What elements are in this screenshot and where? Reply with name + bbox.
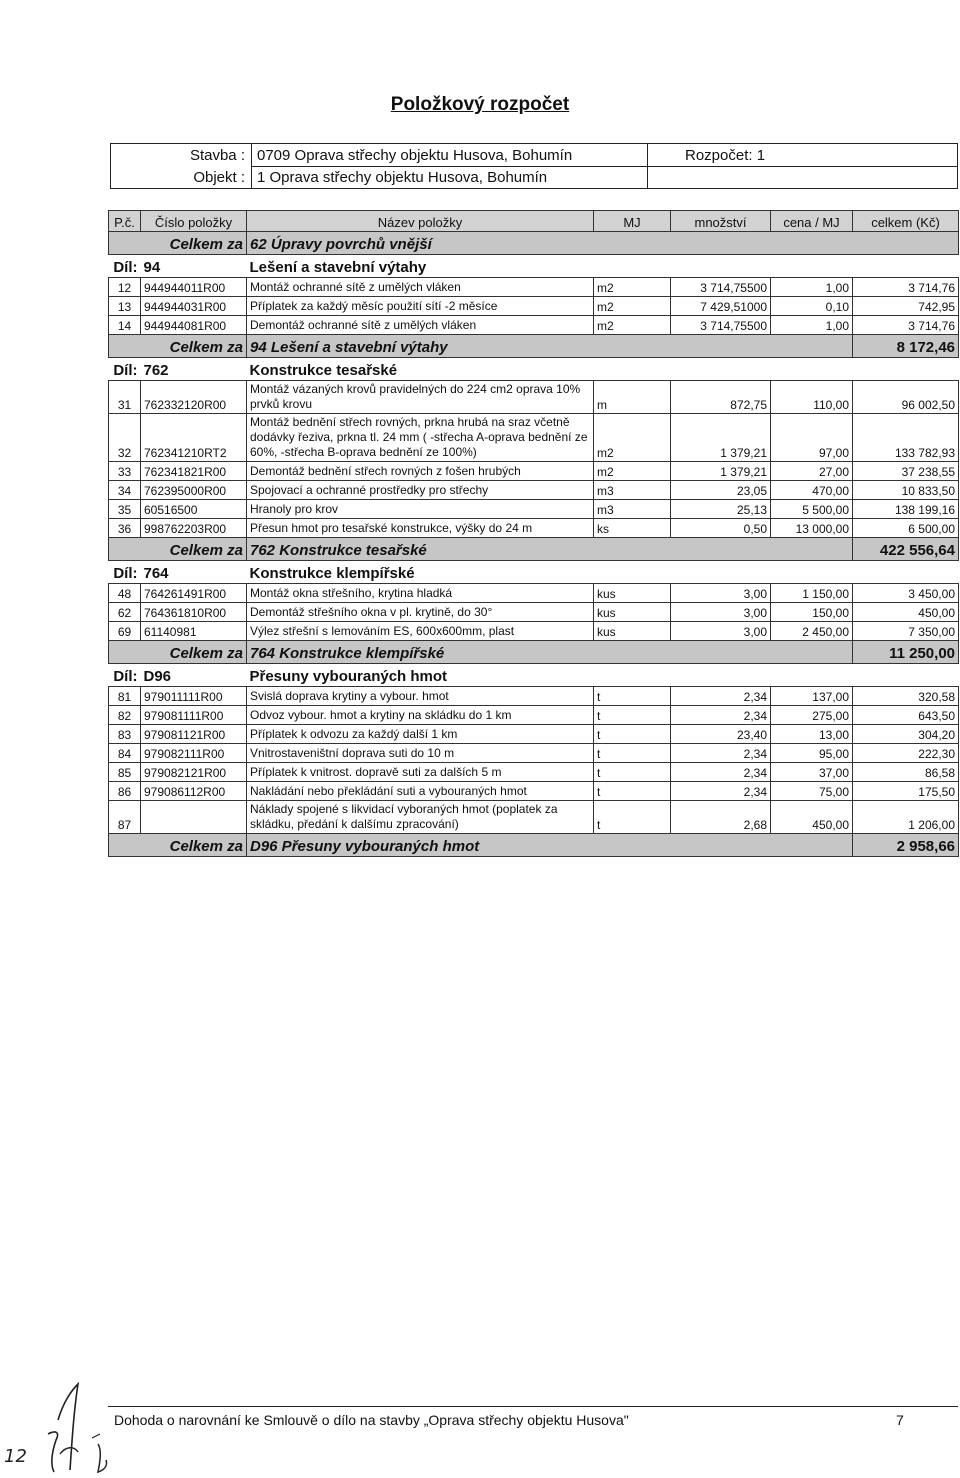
objekt-label: Objekt : (193, 169, 245, 186)
item-name: Demontáž střešního okna v pl. krytině, do 30° (247, 603, 594, 622)
item-name: Výlez střešní s lemováním ES, 600x600mm, plast (247, 622, 594, 641)
section-code: D96 (141, 664, 247, 687)
item-name: Montáž bednění střech rovných, prkna hrubá na sraz včetně dodávky řeziva, prkna tl. 24 mm ( -střecha A-oprava bednění ze 60%, -střecha B-oprava bednění ze 100%) (247, 414, 594, 462)
handwritten-signature (0, 1380, 140, 1478)
item-unit-price: 27,00 (771, 462, 853, 481)
item-name: Montáž okna střešního, krytina hladká (247, 584, 594, 603)
item-quantity: 2,34 (671, 782, 771, 801)
summary-total: 11 250,00 (853, 641, 959, 664)
item-total: 138 199,16 (853, 500, 959, 519)
item-unit: m2 (594, 297, 671, 316)
item-unit-price: 470,00 (771, 481, 853, 500)
section-code: 762 (141, 358, 247, 381)
stavba-label: Stavba : (189, 147, 245, 164)
stavba-value: 0709 Oprava střechy objektu Husova, Bohumín (257, 147, 573, 164)
table-row (109, 801, 959, 834)
summary-name: 764 Konstrukce klempířské (247, 641, 853, 664)
summary-name: 62 Úpravy povrchů vnější (247, 232, 959, 255)
table-row (109, 706, 959, 725)
item-total: 1 206,00 (853, 801, 959, 834)
item-unit: t (594, 782, 671, 801)
table-row (109, 744, 959, 763)
item-quantity: 2,34 (671, 763, 771, 782)
page-number: 7 (896, 1412, 904, 1428)
item-number: 84 (109, 744, 141, 763)
footer-divider (108, 1406, 958, 1407)
section-header-row (109, 664, 959, 687)
item-code: 764361810R00 (141, 603, 247, 622)
item-unit: t (594, 687, 671, 706)
rozpocet-label: Rozpočet: 1 (685, 147, 766, 164)
item-code: 979081121R00 (141, 725, 247, 744)
table-row (109, 782, 959, 801)
table-row (109, 725, 959, 744)
item-number: 82 (109, 706, 141, 725)
item-total: 450,00 (853, 603, 959, 622)
item-unit-price: 37,00 (771, 763, 853, 782)
section-header-row (109, 358, 959, 381)
item-name: Náklady spojené s likvidací vyboraných hmot (poplatek za skládku, předání k dalšímu zpracování) (247, 801, 594, 834)
table-row (109, 603, 959, 622)
item-number: 85 (109, 763, 141, 782)
section-name: Konstrukce tesařské (247, 358, 959, 381)
section-dil-label: Díl: (109, 561, 141, 584)
item-number: 31 (109, 381, 141, 414)
item-unit-price: 2 450,00 (771, 622, 853, 641)
item-code: 762395000R00 (141, 481, 247, 500)
item-quantity: 3,00 (671, 622, 771, 641)
item-total: 3 714,76 (853, 278, 959, 297)
section-dil-label: Díl: (109, 255, 141, 278)
item-quantity: 2,34 (671, 706, 771, 725)
item-quantity: 3 714,75500 (671, 278, 771, 297)
item-total: 175,50 (853, 782, 959, 801)
section-name: Konstrukce klempířské (247, 561, 959, 584)
item-name: Příplatek k vnitrost. dopravě suti za dalších 5 m (247, 763, 594, 782)
item-total: 643,50 (853, 706, 959, 725)
item-quantity: 2,68 (671, 801, 771, 834)
item-number: 14 (109, 316, 141, 335)
col-header-total: celkem (Kč) (853, 211, 959, 232)
item-number: 83 (109, 725, 141, 744)
item-total: 133 782,93 (853, 414, 959, 462)
table-header-row (109, 211, 959, 232)
item-code: 979086112R00 (141, 782, 247, 801)
item-unit: m2 (594, 316, 671, 335)
item-unit: kus (594, 584, 671, 603)
summary-total: 422 556,64 (853, 538, 959, 561)
summary-total: 2 958,66 (853, 834, 959, 857)
item-code: 764261491R00 (141, 584, 247, 603)
summary-row (109, 232, 959, 255)
item-code: 944944081R00 (141, 316, 247, 335)
item-code: 944944031R00 (141, 297, 247, 316)
summary-name: D96 Přesuny vybouraných hmot (247, 834, 853, 857)
item-quantity: 2,34 (671, 744, 771, 763)
item-unit: t (594, 763, 671, 782)
summary-row (109, 641, 959, 664)
item-unit-price: 110,00 (771, 381, 853, 414)
item-code: 61140981 (141, 622, 247, 641)
item-number: 35 (109, 500, 141, 519)
summary-name: 762 Konstrukce tesařské (247, 538, 853, 561)
item-unit-price: 5 500,00 (771, 500, 853, 519)
summary-label: Celkem za (109, 641, 247, 664)
section-name: Přesuny vybouraných hmot (247, 664, 959, 687)
item-unit: m3 (594, 500, 671, 519)
table-row (109, 297, 959, 316)
summary-label: Celkem za (109, 834, 247, 857)
item-unit-price: 0,10 (771, 297, 853, 316)
item-number: 32 (109, 414, 141, 462)
item-number: 62 (109, 603, 141, 622)
item-unit: t (594, 801, 671, 834)
item-quantity: 1 379,21 (671, 462, 771, 481)
item-unit-price: 1,00 (771, 316, 853, 335)
item-unit-price: 13 000,00 (771, 519, 853, 538)
item-total: 96 002,50 (853, 381, 959, 414)
item-code: 979082111R00 (141, 744, 247, 763)
table-row (109, 278, 959, 297)
summary-row (109, 335, 959, 358)
item-name: Vnitrostaveništní doprava suti do 10 m (247, 744, 594, 763)
item-code: 762341210RT2 (141, 414, 247, 462)
item-code: 979011111R00 (141, 687, 247, 706)
item-quantity: 2,34 (671, 687, 771, 706)
section-header-row (109, 255, 959, 278)
item-unit: t (594, 744, 671, 763)
item-number: 36 (109, 519, 141, 538)
item-unit-price: 137,00 (771, 687, 853, 706)
item-unit: m2 (594, 462, 671, 481)
item-code: 998762203R00 (141, 519, 247, 538)
budget-table (108, 210, 959, 857)
col-header-code: Číslo položky (141, 211, 247, 232)
item-code: 762341821R00 (141, 462, 247, 481)
item-quantity: 3,00 (671, 584, 771, 603)
col-header-qty: množství (671, 211, 771, 232)
table-row (109, 687, 959, 706)
item-quantity: 872,75 (671, 381, 771, 414)
item-number: 48 (109, 584, 141, 603)
item-unit: ks (594, 519, 671, 538)
summary-row (109, 538, 959, 561)
item-total: 10 833,50 (853, 481, 959, 500)
item-unit: t (594, 706, 671, 725)
table-row (109, 481, 959, 500)
item-quantity: 23,40 (671, 725, 771, 744)
item-name: Nakládání nebo překládání suti a vybouraných hmot (247, 782, 594, 801)
item-total: 6 500,00 (853, 519, 959, 538)
item-number: 86 (109, 782, 141, 801)
item-unit: t (594, 725, 671, 744)
table-row (109, 414, 959, 462)
item-name: Montáž vázaných krovů pravidelných do 224 cm2 oprava 10% prvků krovu (247, 381, 594, 414)
item-unit-price: 13,00 (771, 725, 853, 744)
summary-total: 8 172,46 (853, 335, 959, 358)
item-quantity: 7 429,51000 (671, 297, 771, 316)
item-unit: m3 (594, 481, 671, 500)
project-header (110, 143, 958, 189)
footer-text: Dohoda o narovnání ke Smlouvě o dílo na stavby „Oprava střechy objektu Husova" (114, 1412, 629, 1428)
item-unit-price: 150,00 (771, 603, 853, 622)
item-unit-price: 1 150,00 (771, 584, 853, 603)
table-row (109, 519, 959, 538)
item-name: Svislá doprava krytiny a vybour. hmot (247, 687, 594, 706)
item-unit-price: 275,00 (771, 706, 853, 725)
item-name: Spojovací a ochranné prostředky pro střechy (247, 481, 594, 500)
item-number: 69 (109, 622, 141, 641)
section-dil-label: Díl: (109, 664, 141, 687)
item-code: 979082121R00 (141, 763, 247, 782)
table-row (109, 622, 959, 641)
table-row (109, 763, 959, 782)
item-total: 3 714,76 (853, 316, 959, 335)
section-header-row (109, 561, 959, 584)
item-unit: kus (594, 622, 671, 641)
item-number: 33 (109, 462, 141, 481)
item-code: 60516500 (141, 500, 247, 519)
item-quantity: 25,13 (671, 500, 771, 519)
item-code: 762332120R00 (141, 381, 247, 414)
summary-label: Celkem za (109, 232, 247, 255)
item-number: 87 (109, 801, 141, 834)
item-unit: m2 (594, 414, 671, 462)
item-total: 7 350,00 (853, 622, 959, 641)
item-unit-price: 95,00 (771, 744, 853, 763)
section-name: Lešení a stavební výtahy (247, 255, 959, 278)
item-code (141, 801, 247, 834)
item-code: 944944011R00 (141, 278, 247, 297)
item-number: 81 (109, 687, 141, 706)
item-unit-price: 75,00 (771, 782, 853, 801)
item-name: Přesun hmot pro tesařské konstrukce, výšky do 24 m (247, 519, 594, 538)
item-code: 979081111R00 (141, 706, 247, 725)
item-quantity: 1 379,21 (671, 414, 771, 462)
item-name: Demontáž ochranné sítě z umělých vláken (247, 316, 594, 335)
item-total: 304,20 (853, 725, 959, 744)
item-quantity: 3 714,75500 (671, 316, 771, 335)
item-name: Demontáž bednění střech rovných z fošen hrubých (247, 462, 594, 481)
col-header-name: Název položky (247, 211, 594, 232)
table-row (109, 500, 959, 519)
item-unit: kus (594, 603, 671, 622)
item-number: 12 (109, 278, 141, 297)
col-header-mj: MJ (594, 211, 671, 232)
page-title: Položkový rozpočet (390, 94, 570, 115)
item-name: Příplatek za každý měsíc použití sítí -2 měsíce (247, 297, 594, 316)
item-quantity: 23,05 (671, 481, 771, 500)
item-quantity: 0,50 (671, 519, 771, 538)
item-unit-price: 1,00 (771, 278, 853, 297)
item-quantity: 3,00 (671, 603, 771, 622)
table-row (109, 316, 959, 335)
item-unit: m2 (594, 278, 671, 297)
item-total: 320,58 (853, 687, 959, 706)
section-dil-label: Díl: (109, 358, 141, 381)
item-total: 222,30 (853, 744, 959, 763)
table-row (109, 584, 959, 603)
item-total: 37 238,55 (853, 462, 959, 481)
item-unit-price: 97,00 (771, 414, 853, 462)
item-name: Hranoly pro krov (247, 500, 594, 519)
summary-label: Celkem za (109, 538, 247, 561)
item-name: Montáž ochranné sítě z umělých vláken (247, 278, 594, 297)
item-unit-price: 450,00 (771, 801, 853, 834)
summary-name: 94 Lešení a stavební výtahy (247, 335, 853, 358)
item-name: Odvoz vybour. hmot a krytiny na skládku do 1 km (247, 706, 594, 725)
col-header-pc: P.č. (109, 211, 141, 232)
col-header-price: cena / MJ (771, 211, 853, 232)
objekt-value: 1 Oprava střechy objektu Husova, Bohumín (257, 169, 548, 186)
section-code: 764 (141, 561, 247, 584)
item-number: 34 (109, 481, 141, 500)
item-total: 86,58 (853, 763, 959, 782)
item-name: Příplatek k odvozu za každý další 1 km (247, 725, 594, 744)
item-total: 3 450,00 (853, 584, 959, 603)
table-row (109, 381, 959, 414)
item-total: 742,95 (853, 297, 959, 316)
summary-row (109, 834, 959, 857)
item-number: 13 (109, 297, 141, 316)
summary-label: Celkem za (109, 335, 247, 358)
item-unit: m (594, 381, 671, 414)
section-code: 94 (141, 255, 247, 278)
table-row (109, 462, 959, 481)
handwritten-number: 12 (4, 1446, 27, 1467)
